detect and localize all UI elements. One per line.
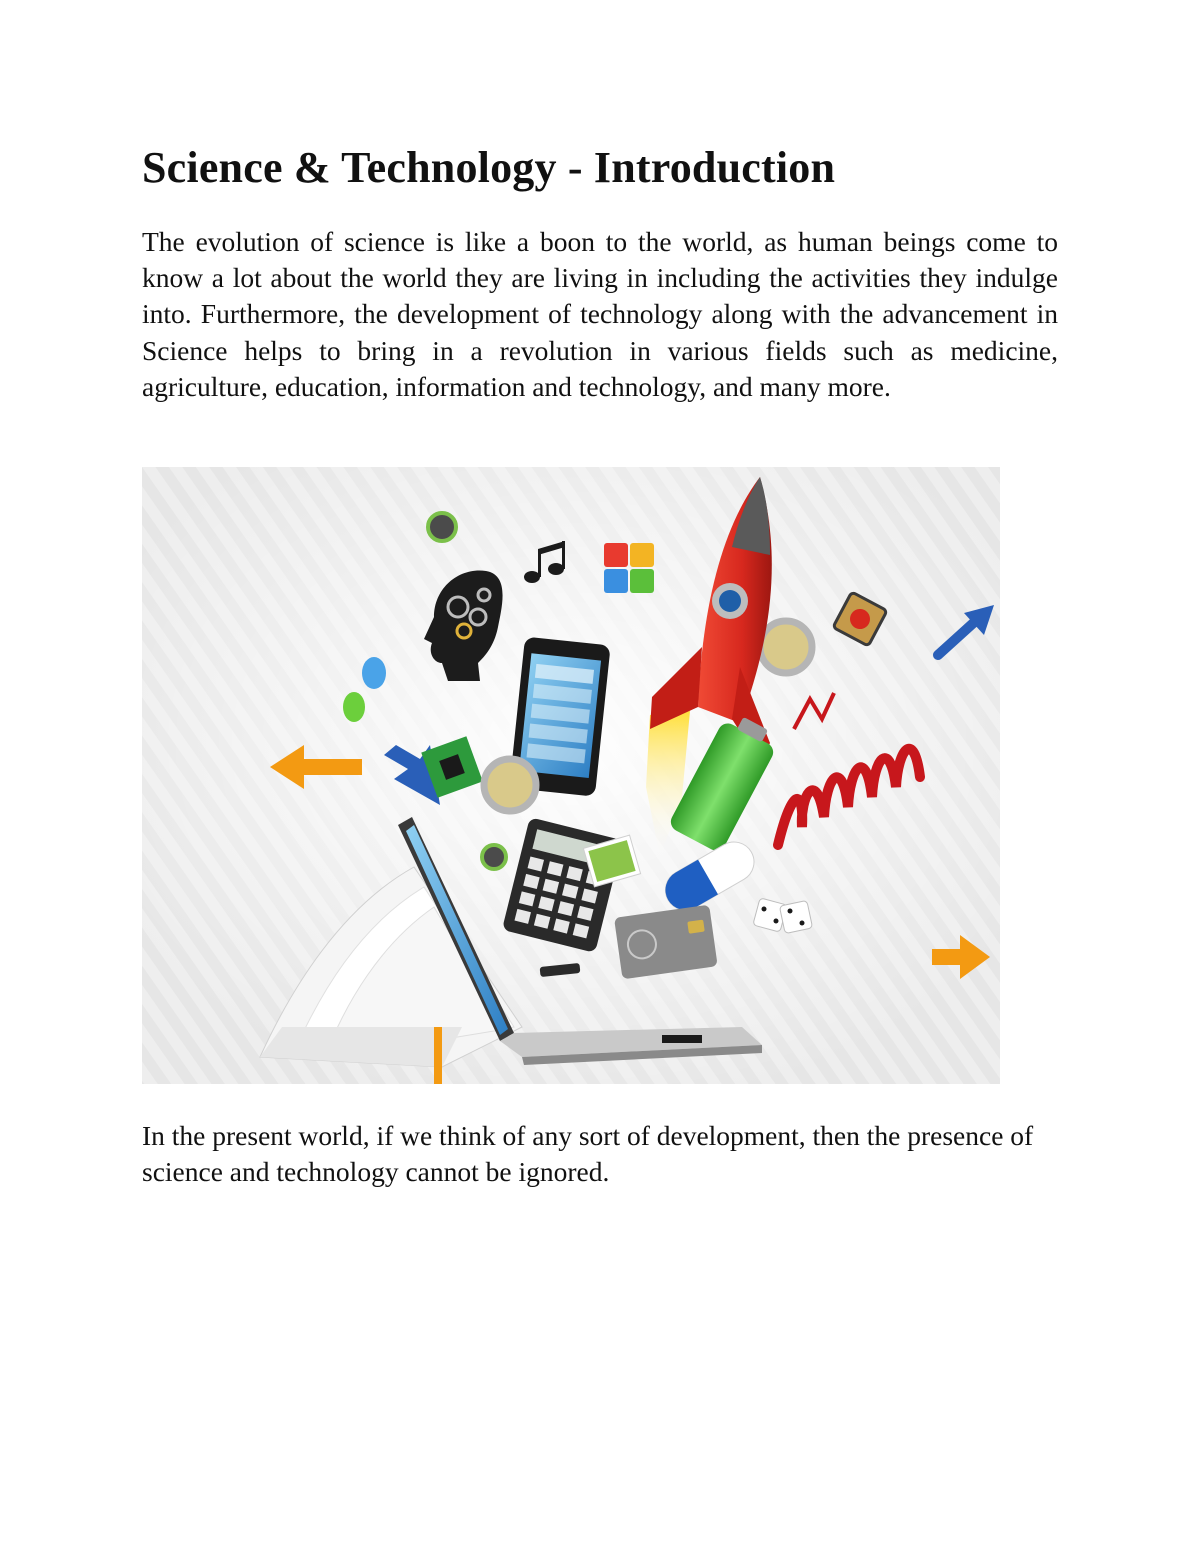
credit-card-icon <box>614 905 718 980</box>
science-technology-illustration <box>142 467 1000 1084</box>
closing-paragraph: In the present world, if we think of any sort of development, then the presence of science and technology cannot be ignored. <box>142 1120 1034 1188</box>
page-title: Science & Technology - Introduction <box>142 143 836 192</box>
intro-paragraph: The evolution of science is like a boon to the world, as human beings come to know a lot about the world they are living in including the activities they indulge into. Furthermore, the development of technology along with the advancement in Science helps to bring in a revolution in various fields such as medicine, agriculture, education, information and technology, and many more. <box>142 226 1058 402</box>
euro-coin-icon <box>484 759 536 811</box>
gear-coin-icon <box>428 513 456 541</box>
gear-coin-icon <box>482 845 506 869</box>
euro-coin-icon <box>760 621 812 673</box>
